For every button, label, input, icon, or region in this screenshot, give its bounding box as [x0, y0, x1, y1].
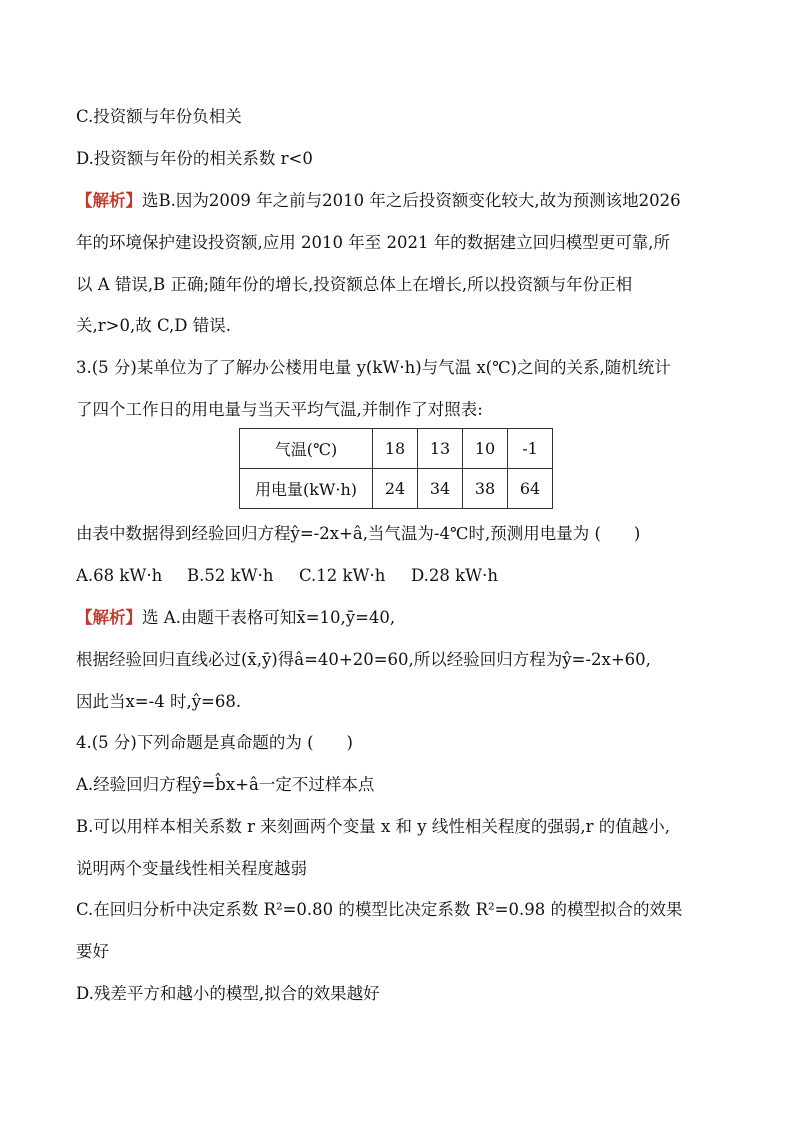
q4-stem: 4.(5 分)下列命题是真命题的为 ( ) — [76, 733, 353, 752]
q4-option-d: D.残差平方和越小的模型,拟合的效果越好 — [76, 984, 380, 1003]
q2-option-d: D.投资额与年份的相关系数 r<0 — [76, 149, 313, 168]
table-cell: 64 — [508, 469, 553, 509]
table-cell: 38 — [463, 469, 508, 509]
table-cell: 10 — [463, 429, 508, 469]
q4-option-b-line-1: B.可以用样本相关系数 r 来刻画两个变量 x 和 y 线性相关程度的强弱,r 的值越小, — [76, 817, 670, 836]
row-header-usage: 用电量(kW·h) — [240, 469, 373, 509]
q3-question-line: 由表中数据得到经验回归方程ŷ=-2x+â,当气温为-4℃时,预测用电量为 ( ) — [76, 524, 641, 543]
q2-analysis-line-4: 关,r>0,故 C,D 错误. — [76, 316, 231, 335]
table-cell: -1 — [508, 429, 553, 469]
q2-analysis-line-3: 以 A 错误,B 正确;随年份的增长,投资额总体上在增长,所以投资额与年份正相 — [76, 275, 633, 294]
q3-option-d: D.28 kW·h — [411, 566, 498, 585]
analysis-tag: 【解析】 — [76, 191, 142, 210]
q3-analysis-line-2: 根据经验回归直线必过(x̄,ȳ)得â=40+20=60,所以经验回归方程为ŷ=-2x+60, — [76, 650, 651, 669]
q4-option-c-line-1: C.在回归分析中决定系数 R²=0.80 的模型比决定系数 R²=0.98 的模型拟合的效果 — [76, 900, 683, 919]
q3-option-a: A.68 kW·h — [76, 566, 163, 585]
q3-option-c: C.12 kW·h — [299, 566, 386, 585]
q3-stem-line-2: 了四个工作日的用电量与当天平均气温,并制作了对照表: — [76, 400, 483, 419]
table-row — [240, 429, 553, 469]
analysis-text: 选 A.由题干表格可知x̄=10,ȳ=40, — [142, 608, 396, 627]
table-row — [240, 469, 553, 509]
q3-options — [76, 564, 498, 588]
q4-option-b-line-2: 说明两个变量线性相关程度越弱 — [76, 859, 307, 878]
table-cell: 34 — [418, 469, 463, 509]
table-cell: 18 — [373, 429, 418, 469]
q2-analysis-line-2: 年的环境保护建设投资额,应用 2010 年至 2021 年的数据建立回归模型更可靠,所 — [76, 233, 670, 252]
table-cell: 24 — [373, 469, 418, 509]
q3-option-b: B.52 kW·h — [187, 566, 274, 585]
q3-stem-line-1: 3.(5 分)某单位为了了解办公楼用电量 y(kW·h)与气温 x(℃)之间的关系,随机统计 — [76, 358, 671, 377]
q4-option-a: A.经验回归方程ŷ=b̂x+â一定不过样本点 — [76, 775, 375, 794]
temperature-usage-table — [239, 428, 553, 509]
q4-option-c-line-2: 要好 — [76, 942, 109, 961]
q3-analysis-line-3: 因此当x=-4 时,ŷ=68. — [76, 692, 242, 711]
q3-analysis-line-1 — [76, 606, 395, 630]
q2-analysis-line-1 — [76, 189, 681, 213]
q2-option-c: C.投资额与年份负相关 — [76, 107, 242, 126]
table-cell: 13 — [418, 429, 463, 469]
analysis-text: 选B.因为2009 年之前与2010 年之后投资额变化较大,故为预测该地2026 — [142, 191, 681, 210]
analysis-tag: 【解析】 — [76, 608, 142, 627]
row-header-temperature: 气温(℃) — [240, 429, 373, 469]
